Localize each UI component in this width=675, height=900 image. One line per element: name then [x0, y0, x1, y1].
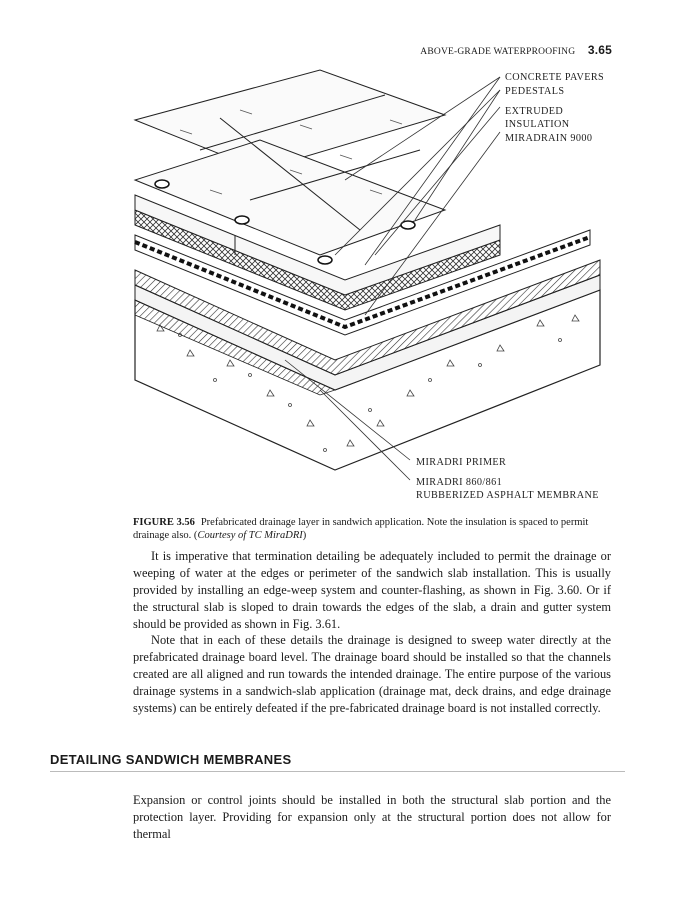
caption-text: Prefabricated drainage layer in sandwich application. Note the insulation is spaced to permit drainage also. ( — [133, 517, 589, 541]
callout-miradrain-9000: MIRADRAIN 9000 — [505, 133, 593, 144]
figure-caption — [133, 516, 611, 542]
sandwich-drainage-diagram — [120, 60, 640, 510]
callout-rubberized-asphalt-membrane: RUBBERIZED ASPHALT MEMBRANE — [416, 490, 599, 501]
section-heading: DETAILING SANDWICH MEMBRANES — [50, 752, 625, 772]
running-title: ABOVE-GRADE WATERPROOFING — [420, 47, 576, 57]
running-header — [0, 43, 612, 57]
callout-insulation: INSULATION — [505, 119, 570, 130]
caption-credit: Courtesy of TC MiraDRI — [197, 530, 303, 541]
figure-3-56 — [120, 60, 640, 510]
paragraph-termination-detailing: It is imperative that termination detailing be adequately included to permit the drainage or weeping of water at the edges or perimeter of the sandwich slab installation. This is usually provided by installing an edge-weep system and counter-flashing, as shown in Fig. 3.60. Or if the structural slab is sloped to drain towards the edges of the slab, a drain and gutter system should be provided as shown in Fig. 3.61. — [133, 549, 611, 631]
callout-extruded: EXTRUDED — [505, 106, 564, 117]
callout-miradri-primer: MIRADRI PRIMER — [416, 457, 507, 468]
paragraph-expansion-joints: Expansion or control joints should be installed in both the structural slab portion and the protection layer. Providing for expansion only at the structural portion does not allow for thermal — [133, 793, 611, 841]
figure-label: FIGURE 3.56 — [133, 517, 195, 528]
callout-concrete-pavers: CONCRETE PAVERS — [505, 72, 605, 83]
paragraph-drainage-board: Note that in each of these details the drainage is designed to sweep water directly at the prefabricated drainage board level. The drainage board should be installed so that the channels created are all aligned and run towards the intended drainage. The entire purpose of the various drainage systems in a sandwich-slab application (drainage mat, deck drains, and edge drainage systems) can be entirely defeated if the pre-fabricated drainage board is not installed correctly. — [133, 633, 611, 715]
callout-pedestals: PEDESTALS — [505, 86, 565, 97]
caption-close: ) — [302, 530, 307, 541]
callout-miradri-860-861: MIRADRI 860/861 — [416, 477, 503, 488]
page-number: 3.65 — [587, 43, 612, 57]
